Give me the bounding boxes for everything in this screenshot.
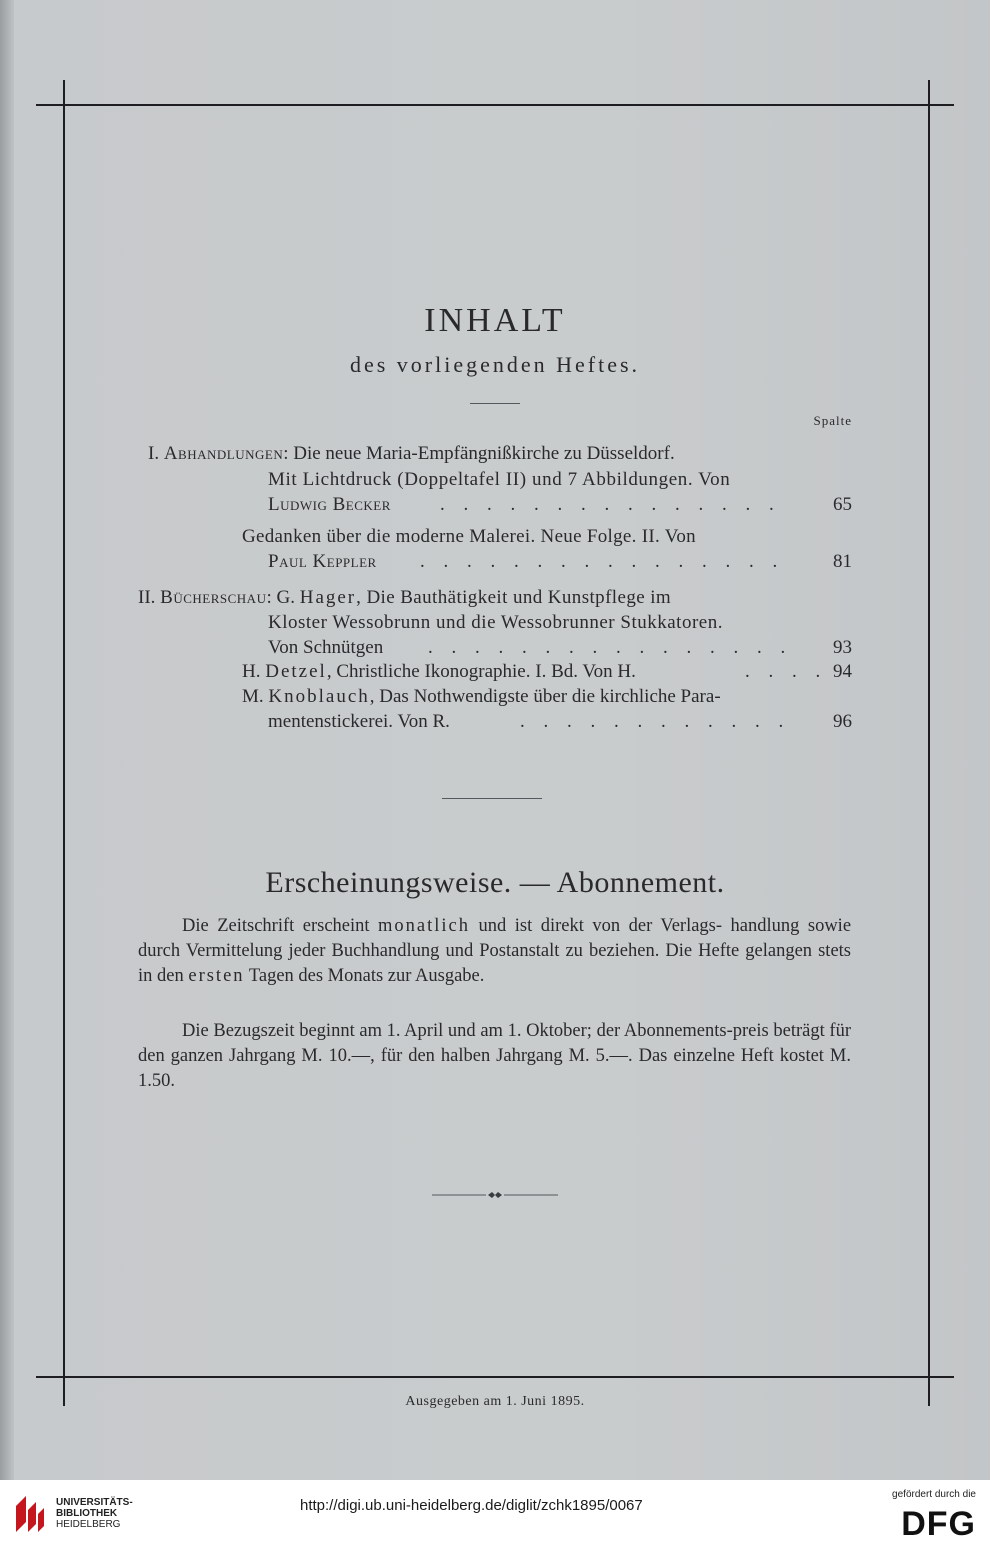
frame-left-rule [63,80,65,1406]
toc-entry-2-leader: . . . . . . . . . . . . . . . . [420,551,785,572]
toc-entry-3-page: 93 [833,637,852,658]
toc-entry-4-line [242,660,636,684]
toc-entry-5-line-1 [242,685,721,709]
toc-entry-5-author-spaced: Knoblauch [268,686,370,707]
toc-entry-3-leader: . . . . . . . . . . . . . . . . [428,637,793,658]
heading-divider [470,403,520,404]
toc-entry-1-line-2: Mit Lichtdruck (Doppeltafel II) und 7 Abbildungen. Von [268,469,731,490]
section-2-category: Bücherschau [160,587,267,608]
dfg-logo[interactable]: DFG [901,1505,976,1543]
funding-caption: gefördert durch die [892,1489,976,1500]
toc-section-1-line-1 [148,442,675,466]
toc-entry-4-prefix: H. [242,661,266,682]
abonnement-paragraph-2 [138,1019,851,1094]
issue-date: Ausgegeben am 1. Juni 1895. [405,1394,585,1409]
section-2-number: II. [138,587,161,608]
toc-entry-5-prefix: M. [242,686,269,707]
p1-text-a: Die Zeitschrift erscheint [182,916,370,936]
toc-entry-3-line-2: Kloster Wessobrunn und die Wessobrunner Stukkatoren. [268,612,723,633]
p2-text: Die Bezugszeit beginnt am 1. April und am 1. Oktober; der Abonnements-preis beträgt für den ganzen Jahrgang M. 10.—, für den halben Jahrgang M. 5.—. Das einzelne Heft kostet M. 1.50. [138,1021,851,1091]
toc-entry-5-page: 96 [833,711,852,732]
toc-entry-4-leader: . . . . [745,661,828,682]
frame-bottom-rule [36,1376,954,1378]
toc-entry-1-leader: . . . . . . . . . . . . . . . [440,494,781,515]
library-name-line-2: BIBLIOTHEK [56,1508,118,1519]
toc-entry-1-author: Ludwig Becker [268,494,391,515]
section-1-number: I. [148,443,164,464]
toc-entry-2-page: 81 [833,551,852,572]
toc-entry-4-page: 94 [833,661,852,682]
toc-entry-5-line-2: mentenstickerei. Von R. [268,711,450,732]
frame-top-rule [36,104,954,106]
toc-entry-2-author: Paul Keppler [268,551,377,572]
p1-text-c: handlung sowie durch Vermittelung jeder Buchhandlung und Postanstalt zu beziehen. Die Hefte gelangen stets in den [138,916,852,986]
toc-end-divider [442,798,542,799]
toc-entry-4-title: , Christliche Ikonographie. I. Bd. Von H. [326,661,636,682]
permalink-url[interactable]: http://digi.ub.uni-heidelberg.de/diglit/zchk1895/0067 [300,1497,643,1514]
p1-spaced-ersten: ersten [188,966,245,986]
page-spine-shadow [0,0,14,1480]
contents-title: INHALT [424,302,566,339]
p1-text-b: und ist direkt von der Verlags- [478,916,723,936]
toc-entry-4-author-spaced: Detzel [265,661,327,682]
toc-entry-3-prefix: : G. [266,587,300,608]
contents-subtitle: des vorliegenden Heftes. [349,352,641,377]
toc-entry-1-title: : Die neue Maria-Empfängnißkirche zu Düsseldorf. [283,443,675,464]
p1-spaced-monatlich: monatlich [378,916,471,936]
library-name [56,1497,133,1530]
toc-entry-1-page: 65 [833,494,852,515]
frame-right-rule [928,80,930,1406]
section-1-category: Abhandlungen [163,443,284,464]
toc-entry-5-leader: . . . . . . . . . . . . [520,711,791,732]
abonnement-paragraph-1 [138,914,851,989]
library-footer-bar [0,1480,990,1553]
toc-entry-2-title: Gedanken über die moderne Malerei. Neue Folge. II. Von [242,526,696,547]
toc-entry-3-title: , Die Bauthätigkeit und Kunstpflege im [356,587,672,608]
column-label: Spalte [813,413,852,428]
toc-entry-3-line-3: Von Schnütgen [268,637,384,658]
toc-entry-3-author-spaced: Hager [299,587,357,608]
p1-text-d: Tagen des Monats zur Ausgabe. [248,966,485,986]
library-name-line-3: HEIDELBERG [56,1519,121,1530]
library-name-line-1: UNIVERSITÄTS- [56,1497,133,1508]
ornament-divider [432,1188,558,1202]
toc-entry-5-title: , Das Nothwendigste über die kirchliche Para- [369,686,721,707]
abonnement-heading: Erscheinungsweise. — Abonnement. [265,866,725,899]
toc-section-2-line-1 [138,586,671,610]
heidelberg-library-logo-icon[interactable] [12,1492,48,1536]
